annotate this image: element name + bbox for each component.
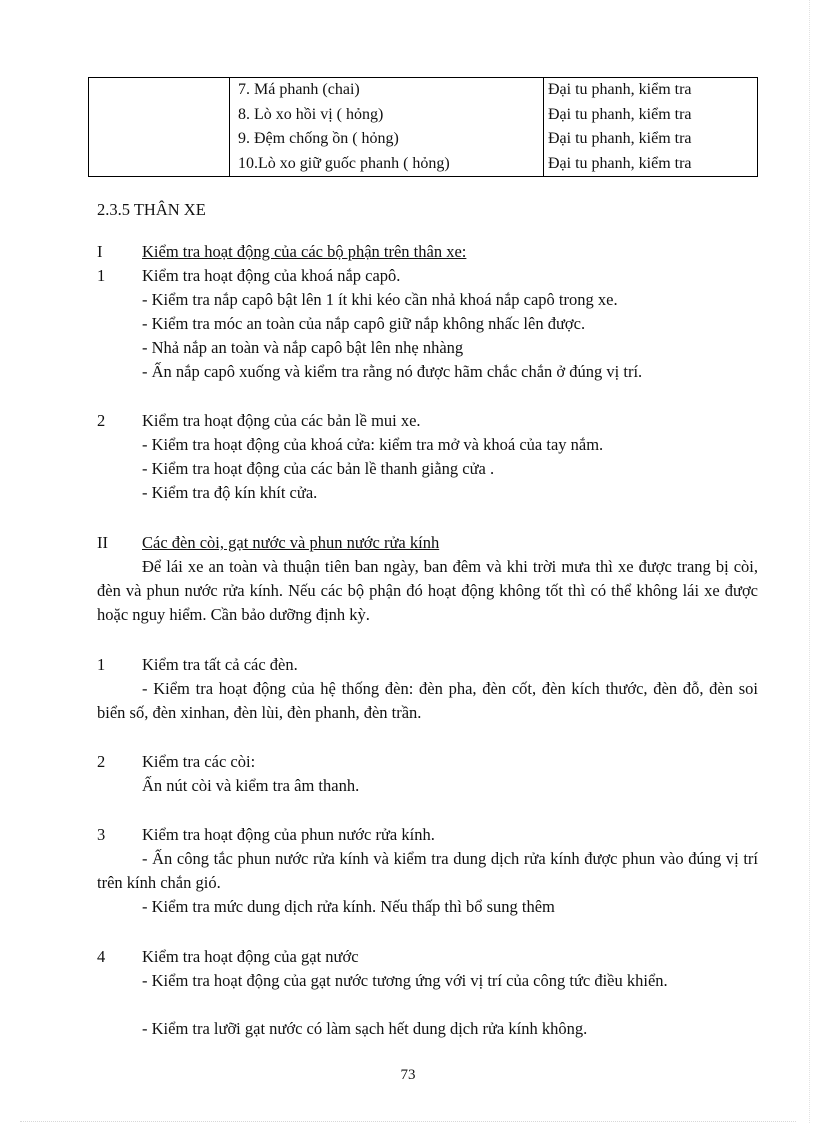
page-number: 73 <box>400 1067 416 1083</box>
table-row <box>89 78 758 177</box>
section-title: 2.3.5 THÂN XE <box>97 200 206 219</box>
part-heading: Kiểm tra hoạt động của các bộ phận trên thân xe: <box>142 242 467 261</box>
action-item: Đại tu phanh, kiểm tra <box>548 81 692 98</box>
fault-item: 8. Lò xo hồi vị ( hỏng) <box>238 105 384 123</box>
right-divider <box>809 0 810 1123</box>
fault-item: 9. Đệm chống ồn ( hỏng) <box>238 130 399 147</box>
item-title: Kiểm tra các còi: <box>142 752 256 771</box>
part-heading: Các đèn còi, gạt nước và phun nước rửa kính <box>142 533 440 552</box>
item-paragraph: - Kiểm tra hoạt động của hệ thống đèn: đèn pha, đèn cốt, đèn kích thước, đèn đỗ, đèn soi biển số, đèn xinhan, đèn lùi, đèn phanh, đèn trần. <box>97 679 758 722</box>
item-title: Kiểm tra hoạt động của gạt nước <box>142 947 359 966</box>
item-line: - Kiểm tra nắp capô bật lên 1 ít khi kéo cần nhả khoá nắp capô trong xe. <box>142 290 618 309</box>
item-line: - Kiểm tra hoạt động của khoá cửa: kiểm tra mở và khoá của tay nắm. <box>142 435 604 454</box>
item-number: 3 <box>97 825 106 844</box>
item-number: 1 <box>97 655 106 674</box>
item-line: Ấn nút còi và kiểm tra âm thanh. <box>142 776 360 795</box>
part-number: II <box>97 533 108 552</box>
brake-repair-table <box>88 77 758 177</box>
bottom-divider <box>20 1121 796 1122</box>
item-line: - Kiểm tra lưỡi gạt nước có làm sạch hết dung dịch rửa kính không. <box>142 1019 588 1038</box>
item-number: 2 <box>97 752 106 771</box>
item-line: - Kiểm tra độ kín khít cửa. <box>142 483 318 502</box>
table-empty-cell <box>89 78 230 177</box>
item-paragraph: - Kiểm tra hoạt động của gạt nước tương ứng với vị trí của công tức điều khiển. <box>142 971 668 990</box>
intro-paragraph: Để lái xe an toàn và thuận tiên ban ngày, ban đêm và khi trời mưa thì xe được trang bị còi, đèn và phun nước rửa kính. Nếu các bộ phận đó hoạt động không tốt thì có thể không lái xe được hoặc nguy hiểm. Cần bảo dưỡng định kỳ. <box>97 557 758 624</box>
item-line: - Kiểm tra móc an toàn của nắp capô giữ nắp không nhấc lên được. <box>142 314 586 333</box>
item-paragraph: - Ấn công tắc phun nước rửa kính và kiểm tra dung dịch rửa kính được phun vào đúng vị trí trên kính chắn gió. <box>97 849 758 892</box>
fault-cell <box>230 78 544 177</box>
action-item: Đại tu phanh, kiểm tra <box>548 130 692 147</box>
item-title: Kiểm tra hoạt động của các bản lề mui xe. <box>142 411 421 430</box>
fault-item: 10.Lò xo giữ guốc phanh ( hỏng) <box>238 154 450 172</box>
item-title: Kiểm tra hoạt động của phun nước rửa kính. <box>142 825 435 844</box>
item-title: Kiểm tra hoạt động của khoá nắp capô. <box>142 266 401 285</box>
item-number: 2 <box>97 411 106 430</box>
part-number: I <box>97 242 103 261</box>
item-line: - Ấn nắp capô xuống và kiểm tra rằng nó được hãm chắc chắn ở đúng vị trí. <box>142 362 643 381</box>
item-title: Kiểm tra tất cả các đèn. <box>142 655 298 674</box>
action-cell <box>544 78 758 177</box>
fault-item: 7. Má phanh (chai) <box>238 81 360 98</box>
item-line: - Kiểm tra hoạt động của các bản lề thanh giằng cửa . <box>142 459 495 478</box>
item-line: - Kiểm tra mức dung dịch rửa kính. Nếu thấp thì bổ sung thêm <box>142 897 555 916</box>
item-number: 1 <box>97 266 106 285</box>
action-item: Đại tu phanh, kiểm tra <box>548 154 692 172</box>
item-line: - Nhả nắp an toàn và nắp capô bật lên nhẹ nhàng <box>142 338 464 357</box>
action-item: Đại tu phanh, kiểm tra <box>548 105 692 123</box>
item-number: 4 <box>97 947 106 966</box>
